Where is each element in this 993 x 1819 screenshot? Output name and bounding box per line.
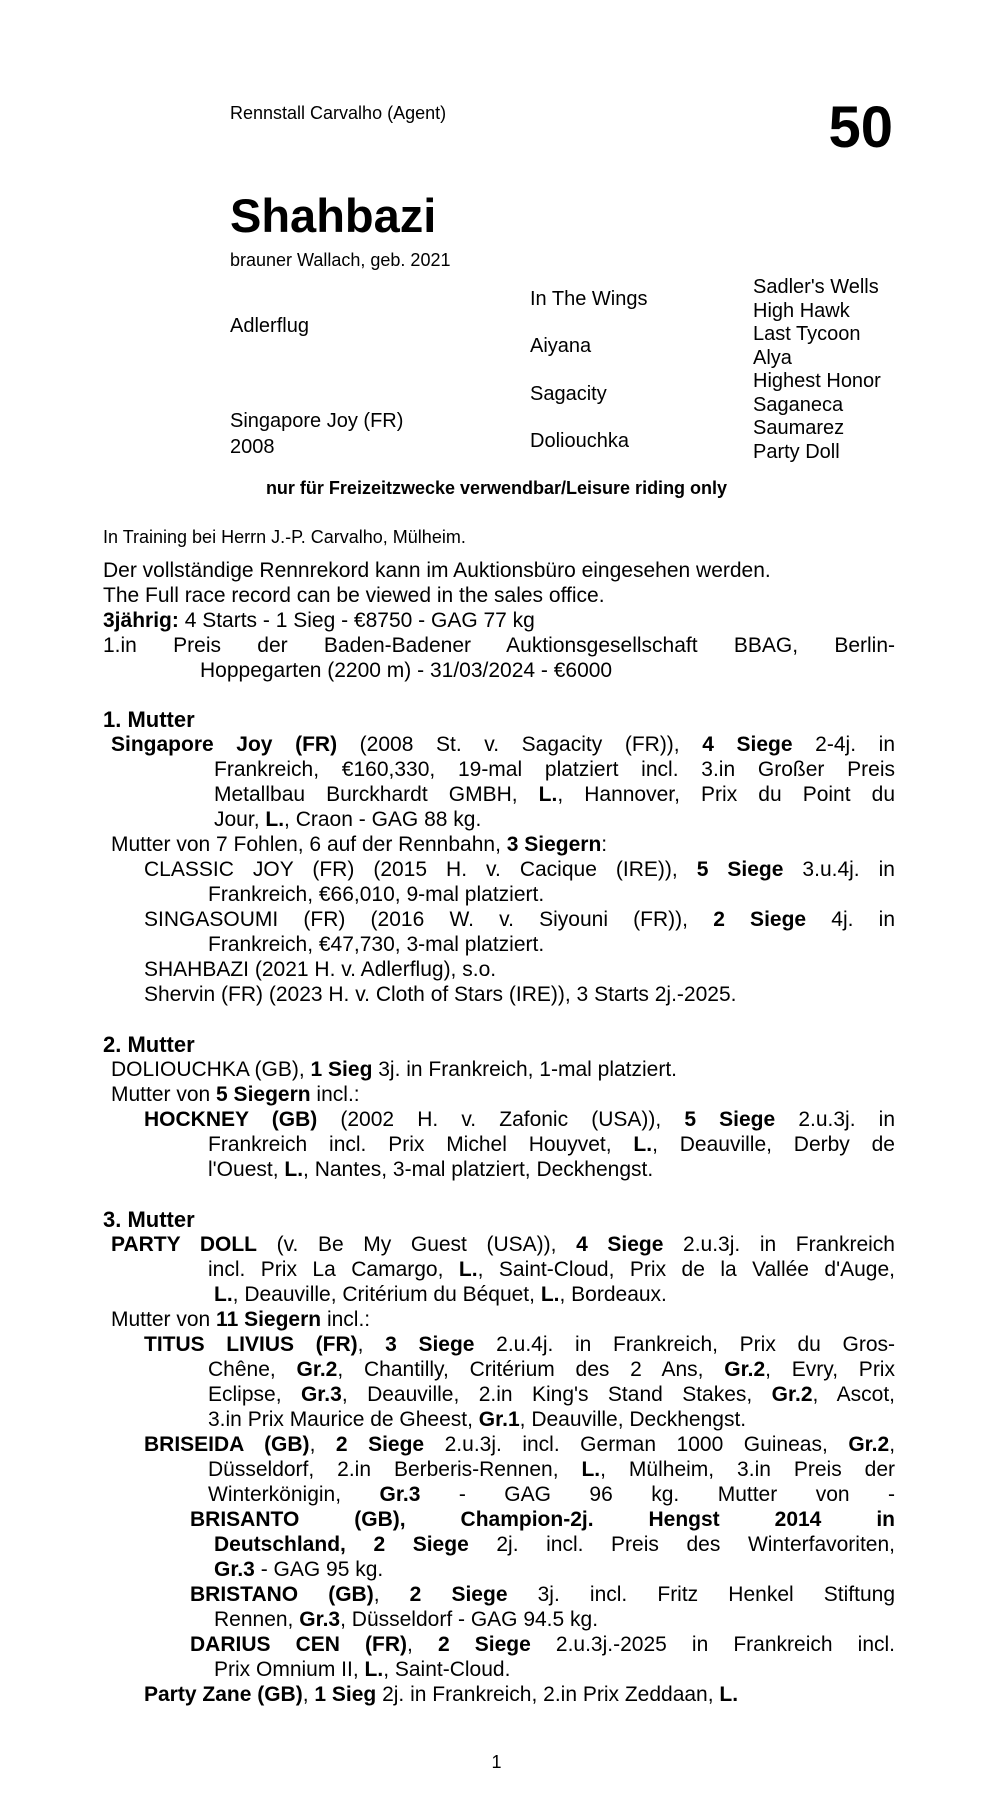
bristano-s2e: Rennen,: [214, 1608, 300, 1631]
titus-t3c: , Ascot,: [812, 1383, 895, 1406]
dam1-line4: [214, 807, 481, 832]
briseida-b1d: 2.u.3j. incl. German 1000 Guineas,: [424, 1433, 849, 1456]
horse-name: Shahbazi: [230, 189, 437, 242]
dam1-o1c: 3.u.4j. in: [783, 858, 895, 881]
dam1-o2c: 4j. in: [806, 908, 896, 931]
dam1-o2b: 2 Siege: [713, 908, 807, 931]
dam3-line2: [208, 1257, 895, 1282]
titus-wins: 3 Siege: [385, 1333, 475, 1356]
dam3-line1: [111, 1232, 895, 1257]
dam2-heading: 2. Mutter: [103, 1032, 195, 1057]
briseida-wins: 2 Siege: [335, 1433, 425, 1456]
darius-sep: ,: [407, 1633, 438, 1656]
dam3-l3a: , Deauville, Critérium du Béquet,: [232, 1283, 541, 1306]
briseida-l1: [144, 1432, 895, 1457]
briseida-l2: [208, 1457, 895, 1482]
brisanto-s1d: - GAG 95 kg.: [254, 1558, 384, 1581]
titus-t4a: 3.in Prix Maurice de Gheest,: [208, 1408, 479, 1431]
party-zane-sep: ,: [302, 1683, 315, 1706]
dam1-produce-b: 3 Siegern: [506, 833, 602, 856]
dam3-p1: Mutter von: [111, 1308, 217, 1331]
darius-name: DARIUS CEN (FR): [190, 1633, 408, 1656]
pedigree-gen3-3: Last Tycoon: [753, 323, 861, 345]
dam1-line3: [214, 782, 895, 807]
age3-label: 3jährig:: [103, 609, 179, 632]
dam3-p3: incl.:: [321, 1308, 371, 1331]
pedigree-gen3-5: Highest Honor: [753, 370, 881, 392]
dam3-listed-3: L.: [540, 1283, 560, 1306]
dam3-listed-1: L.: [458, 1258, 478, 1281]
win1-line1: 1.in Preis der Baden-Badener Auktionsgesellschaft BBAG, Berlin-: [103, 634, 895, 657]
briseida-gr3: Gr.3: [379, 1483, 421, 1506]
dam1-offspring-4: Shervin (FR) (2023 H. v. Cloth of Stars (IRE)), 3 Starts 2j.-2025.: [144, 983, 737, 1006]
dam3-produce: [111, 1307, 370, 1332]
titus-gr2-b: Gr.2: [724, 1358, 766, 1381]
dam1-line2: Frankreich, €160,330, 19-mal platziert incl. 3.in Großer Preis: [214, 758, 895, 781]
pedigree-sire-sire: In The Wings: [530, 288, 648, 310]
brisanto-s1b: Deutschland, 2 Siege: [214, 1533, 469, 1556]
training-info: In Training bei Herrn J.-P. Carvalho, Mülheim.: [103, 527, 466, 547]
darius-cen-l1: [190, 1632, 895, 1657]
dam3-l1a: PARTY DOLL: [111, 1233, 257, 1256]
titus-gr2-a: Gr.2: [296, 1358, 338, 1381]
dam2-line2: [111, 1082, 360, 1107]
briseida-name: BRISEIDA (GB): [144, 1433, 310, 1456]
darius-cen-l2: [214, 1657, 510, 1682]
darius-s3d: 2.u.3j.-2025 in Frankreich incl.: [530, 1633, 895, 1656]
titus-t3b: , Deauville, 2.in King's Stand Stakes,: [341, 1383, 772, 1406]
dam2-listed-2: L.: [284, 1158, 304, 1181]
dam1-l3a: Metallbau Burckhardt GMBH,: [214, 783, 539, 806]
titus-gr1: Gr.1: [478, 1408, 520, 1431]
dam2-l1b: 1 Sieg: [310, 1058, 373, 1081]
age3-summary: [103, 608, 535, 633]
dam3-listed-2: L.: [214, 1283, 233, 1306]
dam2-offspring-1-l3: [208, 1157, 653, 1182]
darius-listed: L.: [364, 1658, 384, 1681]
bristano-gr3: Gr.3: [299, 1608, 341, 1631]
titus-livius-l4: [208, 1407, 746, 1432]
win1-line2: Hoppegarten (2200 m) - 31/03/2024 - €6000: [200, 659, 613, 682]
party-zane-text: 2j. in Frankreich, 2.in Prix Zeddaan,: [376, 1683, 720, 1706]
dam1-offspring-2: [144, 907, 895, 932]
dam2-listed-1: L.: [633, 1133, 653, 1156]
pedigree-gen3-7: Saumarez: [753, 417, 845, 439]
dam2-offspring-1-l2: [208, 1132, 895, 1157]
dam3-l2a: incl. Prix La Camargo,: [208, 1258, 459, 1281]
dam2-l2b: 5 Siegern: [216, 1083, 311, 1106]
leisure-notice: nur für Freizeitzwecke verwendbar/Leisure riding only: [265, 478, 728, 498]
dam1-offspring-1-cont: Frankreich, €66,010, 9-mal platziert.: [208, 883, 545, 906]
dam2-o1d: 2.u.3j. in: [775, 1108, 896, 1131]
briseida-b3a: Winterkönigin,: [208, 1483, 380, 1506]
brisanto-l3: [214, 1557, 383, 1582]
dam2-o1h: , Nantes, 3-mal platziert, Deckhengst.: [303, 1158, 654, 1181]
darius-wins: 2 Siege: [437, 1633, 531, 1656]
titus-gr2-c: Gr.2: [771, 1383, 813, 1406]
bristano-s2f: , Düsseldorf - GAG 94.5 kg.: [340, 1608, 599, 1631]
dam2-offspring-1: [144, 1107, 895, 1132]
titus-t2c: , Evry, Prix: [765, 1358, 895, 1381]
briseida-b2b: , Mülheim, 3.in Preis der: [600, 1458, 895, 1481]
darius-s3f: , Saint-Cloud.: [383, 1658, 511, 1681]
pedigree-gen3-6: Saganeca: [753, 394, 844, 416]
record-note-en: The Full race record can be viewed in the sales office.: [103, 584, 605, 607]
dam2-o1g: l'Ouest,: [208, 1158, 285, 1181]
pedigree-gen3-4: Alya: [753, 347, 792, 369]
dam1-produce: [111, 832, 607, 857]
titus-t2b: , Chantilly, Critérium des 2 Ans,: [337, 1358, 725, 1381]
dam1-produce-a: Mutter von 7 Fohlen, 6 auf der Rennbahn,: [111, 833, 507, 856]
dam3-l1b: (v. Be My Guest (USA)),: [257, 1233, 577, 1256]
brisanto-l1: BRISANTO (GB), Champion-2j. Hengst 2014 in: [190, 1508, 895, 1531]
lot-number: 50: [828, 95, 893, 160]
dam2-l1a: DOLIOUCHKA (GB),: [111, 1058, 311, 1081]
party-zane-listed: L.: [719, 1683, 739, 1706]
dam1-o1a: CLASSIC JOY (FR) (2015 H. v. Cacique (IRE)),: [144, 858, 697, 881]
bristano-name: BRISTANO (GB): [190, 1583, 374, 1606]
darius-s3e: Prix Omnium II,: [214, 1658, 365, 1681]
dam1-o1b: 5 Siege: [696, 858, 784, 881]
dam3-l2b: , Saint-Cloud, Prix de la Vallée d'Auge,: [477, 1258, 895, 1281]
dam3-l1d: 2.u.3j. in Frankreich: [663, 1233, 895, 1256]
pedigree-sire-dam: Aiyana: [530, 335, 592, 357]
brisanto-l2: [214, 1532, 895, 1557]
briseida-l3: [208, 1482, 895, 1507]
dam3-p2: 11 Siegern: [216, 1308, 322, 1331]
briseida-sep: ,: [309, 1433, 336, 1456]
pedigree-gen3-1: Sadler's Wells: [753, 276, 879, 298]
pedigree-dam-year: 2008: [230, 436, 275, 458]
party-zane: [144, 1682, 738, 1707]
dam1-t1: (2008 St. v. Sagacity (FR)),: [337, 733, 703, 756]
dam1-o2a: SINGASOUMI (FR) (2016 W. v. Siyouni (FR)),: [144, 908, 714, 931]
dam1-heading: 1. Mutter: [103, 707, 195, 732]
dam1-wins: 4 Siege: [702, 733, 793, 756]
titus-livius-l2: [208, 1357, 895, 1382]
dam1-l4a: Jour,: [214, 808, 266, 831]
dam3-heading: 3. Mutter: [103, 1207, 195, 1232]
pedigree-dam-sire: Sagacity: [530, 383, 607, 405]
titus-sep: ,: [357, 1333, 386, 1356]
dam1-name: Singapore Joy (FR): [111, 733, 338, 756]
titus-gr3: Gr.3: [300, 1383, 342, 1406]
horse-description: brauner Wallach, geb. 2021: [230, 250, 451, 270]
dam3-l1c: 4 Siege: [576, 1233, 664, 1256]
briseida-b3b: - GAG 96 kg. Mutter von -: [420, 1483, 895, 1506]
brisanto-s1c: 2j. incl. Preis des Winterfavoriten,: [468, 1533, 895, 1556]
titus-t4b: , Deauville, Deckhengst.: [519, 1408, 747, 1431]
record-note-de: Der vollständige Rennrekord kann im Auktionsbüro eingesehen werden.: [103, 559, 771, 582]
dam2-line1: [111, 1057, 677, 1082]
briseida-listed: L.: [581, 1458, 601, 1481]
dam1-offspring-3: SHAHBAZI (2021 H. v. Adlerflug), s.o.: [144, 958, 497, 981]
dam1-l4b: , Craon - GAG 88 kg.: [284, 808, 482, 831]
dam2-l2c: incl.:: [310, 1083, 360, 1106]
page-number: 1: [491, 1752, 502, 1772]
dam2-o1b: (2002 H. v. Zafonic (USA)),: [317, 1108, 685, 1131]
bristano-s2d: 3j. incl. Fritz Henkel Stiftung: [507, 1583, 895, 1606]
titus-t2a: Chêne,: [208, 1358, 297, 1381]
dam1-listed-2: L.: [265, 808, 285, 831]
pedigree-dam-dam: Doliouchka: [530, 430, 629, 452]
pedigree-sire: Adlerflug: [230, 315, 309, 337]
titus-t3a: Eclipse,: [208, 1383, 301, 1406]
dam1-produce-c: :: [601, 833, 608, 856]
dam1-listed-1: L.: [538, 783, 558, 806]
briseida-b2a: Düsseldorf, 2.in Berberis-Rennen,: [208, 1458, 582, 1481]
bristano-sep: ,: [373, 1583, 410, 1606]
dam2-l1c: 3j. in Frankreich, 1-mal platziert.: [372, 1058, 678, 1081]
briseida-gr2: Gr.2: [848, 1433, 890, 1456]
dam2-o1c: 5 Siege: [684, 1108, 776, 1131]
dam1-line1: [111, 732, 895, 757]
dam2-o1e: Frankreich incl. Prix Michel Houyvet,: [208, 1133, 634, 1156]
dam1-offspring-1: [144, 857, 895, 882]
bristano-l1: [190, 1582, 895, 1607]
briseida-b1e: ,: [889, 1433, 896, 1456]
bristano-wins: 2 Siege: [409, 1583, 508, 1606]
titus-name: TITUS LIVIUS (FR): [144, 1333, 358, 1356]
dam1-l3b: , Hannover, Prix du Point du: [557, 783, 895, 806]
dam2-o1a: HOCKNEY (GB): [144, 1108, 318, 1131]
consignor: Rennstall Carvalho (Agent): [230, 103, 447, 123]
dam1-offspring-2-cont: Frankreich, €47,730, 3-mal platziert.: [208, 933, 545, 956]
dam2-l2a: Mutter von: [111, 1083, 217, 1106]
dam3-line3: [214, 1282, 667, 1307]
pedigree-gen3-8: Party Doll: [753, 441, 840, 463]
dam1-t2: 2-4j. in: [792, 733, 895, 756]
titus-livius-l3: [208, 1382, 895, 1407]
bristano-l2: [214, 1607, 598, 1632]
pedigree-gen3-2: High Hawk: [753, 300, 850, 322]
titus-t1d: 2.u.4j. in Frankreich, Prix du Gros-: [474, 1333, 895, 1356]
pedigree-dam: Singapore Joy (FR): [230, 410, 404, 432]
titus-livius-l1: [144, 1332, 895, 1357]
party-zane-wins: 1 Sieg: [314, 1683, 377, 1706]
party-zane-name: Party Zane (GB): [144, 1683, 303, 1706]
age3-text: 4 Starts - 1 Sieg - €8750 - GAG 77 kg: [178, 609, 535, 632]
dam2-o1f: , Deauville, Derby de: [652, 1133, 895, 1156]
dam3-l3b: , Bordeaux.: [559, 1283, 667, 1306]
brisanto-gr3: Gr.3: [214, 1558, 255, 1581]
